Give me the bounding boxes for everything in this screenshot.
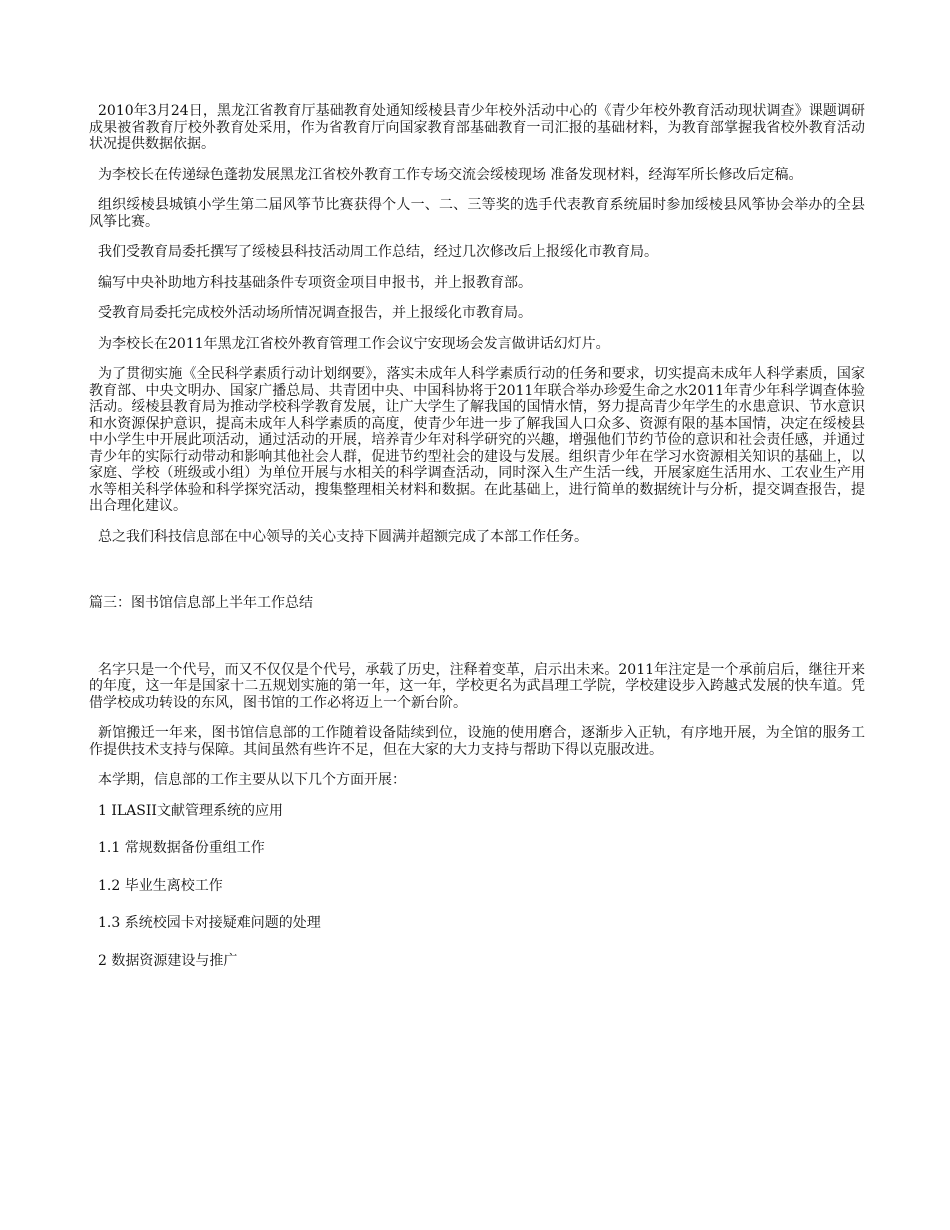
paragraph-new-library: 新馆搬迁一年来，图书馆信息部的工作随着设备陆续到位，设施的使用磨合，逐渐步入正轨，有序地开展，为全馆的服务工作提供技术支持与保障。其间虽然有些许不足，但在大家的大力支持与帮助下得以克服改进。 (89, 725, 865, 758)
section-spacer (89, 559, 865, 595)
paragraph-conclusion: 总之我们科技信息部在中心领导的关心支持下圆满并超额完成了本部工作任务。 (98, 528, 588, 545)
paragraph-funding-application: 编写中央补助地方科技基础条件专项资金项目申报书，并上报教育部。 (98, 274, 532, 291)
paragraph-slides: 为李校长在2011年黑龙江省校外教育管理工作会议宁安现场会发言做讲话幻灯片。 (98, 335, 610, 352)
list-item-campus-card: 1.3 系统校园卡对接疑难问题的处理 (98, 915, 321, 931)
document-page (89, 103, 865, 990)
paragraph-exchange-materials: 为李校长在传递绿色蓬勃发展黑龙江省校外教育工作专场交流会绥棱现场 准备发现材料，经海军所长修改后定稿。 (98, 166, 803, 183)
list-item-data-resources: 2 数据资源建设与推广 (98, 952, 238, 969)
paragraph-kite-contest: 组织绥棱县城镇小学生第二届风筝节比赛获得个人一、二、三等奖的选手代表教育系统届时参加绥棱县风筝协会举办的全县风筝比赛。 (89, 197, 865, 230)
list-item-ilas: 1 ILASII文献管理系统的应用 (98, 802, 283, 819)
paragraph-water-survey-activity: 为了贯彻实施《全民科学素质行动计划纲要》，落实未成年人科学素质行动的任务和要求，切实提高未成年人科学素质，国家教育部、中央文明办、国家广播总局、共青团中央、中国科协将于2011年联合举办珍爱生命之水2011年青少年科学调查体验活动。绥棱县教育局为推动学校科学教育发展，让广大学生了解我国的国情水情，努力提高青少年学生的水患意识、节水意识和水资源保护意识，提高未成年人科学素质的高度，使青少年进一步了解我国人口众多、资源有限的基本国情，决定在绥棱县中小学生中开展此项活动，通过活动的开展，培养青少年对科学研究的兴趣，增强他们节约节俭的意识和社会责任感，并通过青少年的实际行动带动和影响其他社会人群，促进节约型社会的建设与发展。组织青少年在学习水资源相关知识的基础上，以家庭、学校（班级或小组）为单位开展与水相关的科学调查活动，同时深入生产生活一线，开展家庭生活用水、工农业生产用水等相关科学体验和科学探究活动，搜集整理相关材料和数据。在此基础上，进行简单的数据统计与分析，提交调查报告，提出合理化建议。 (89, 366, 865, 514)
paragraph-name-intro: 名字只是一个代号，而又不仅仅是个代号，承载了历史，注释着变革，启示出未来。2011年注定是一个承前启后，继往开来的年度，这一年是国家十二五规划实施的第一年，这一年，学校更名为武昌理工学院，学校建设步入跨越式发展的快车道。凭借学校成功转设的东风，图书馆的工作必将迈上一个新台阶。 (89, 661, 865, 711)
section-title: 篇三：图书馆信息部上半年工作总结 (89, 595, 313, 611)
paragraph-report-adopted: 2010年3月24日，黑龙江省教育厅基础教育处通知绥棱县青少年校外活动中心的《青少年校外教育活动现状调查》课题调研成果被省教育厅校外教育处采用，作为省教育厅向国家教育部基础教育一司汇报的基础材料，为教育部掌握我省校外教育活动状况提供数据依据。 (89, 103, 865, 152)
paragraph-science-week-summary: 我们受教育局委托撰写了绥棱县科技活动周工作总结，经过几次修改后上报绥化市教育局。 (98, 244, 658, 260)
list-item-graduates: 1.2 毕业生离校工作 (98, 877, 223, 894)
list-item-backup: 1.1 常规数据备份重组工作 (98, 840, 265, 856)
paragraph-venue-survey: 受教育局委托完成校外活动场所情况调查报告，并上报绥化市教育局。 (98, 305, 532, 321)
paragraph-work-aspects: 本学期，信息部的工作主要从以下几个方面开展： (98, 772, 406, 788)
